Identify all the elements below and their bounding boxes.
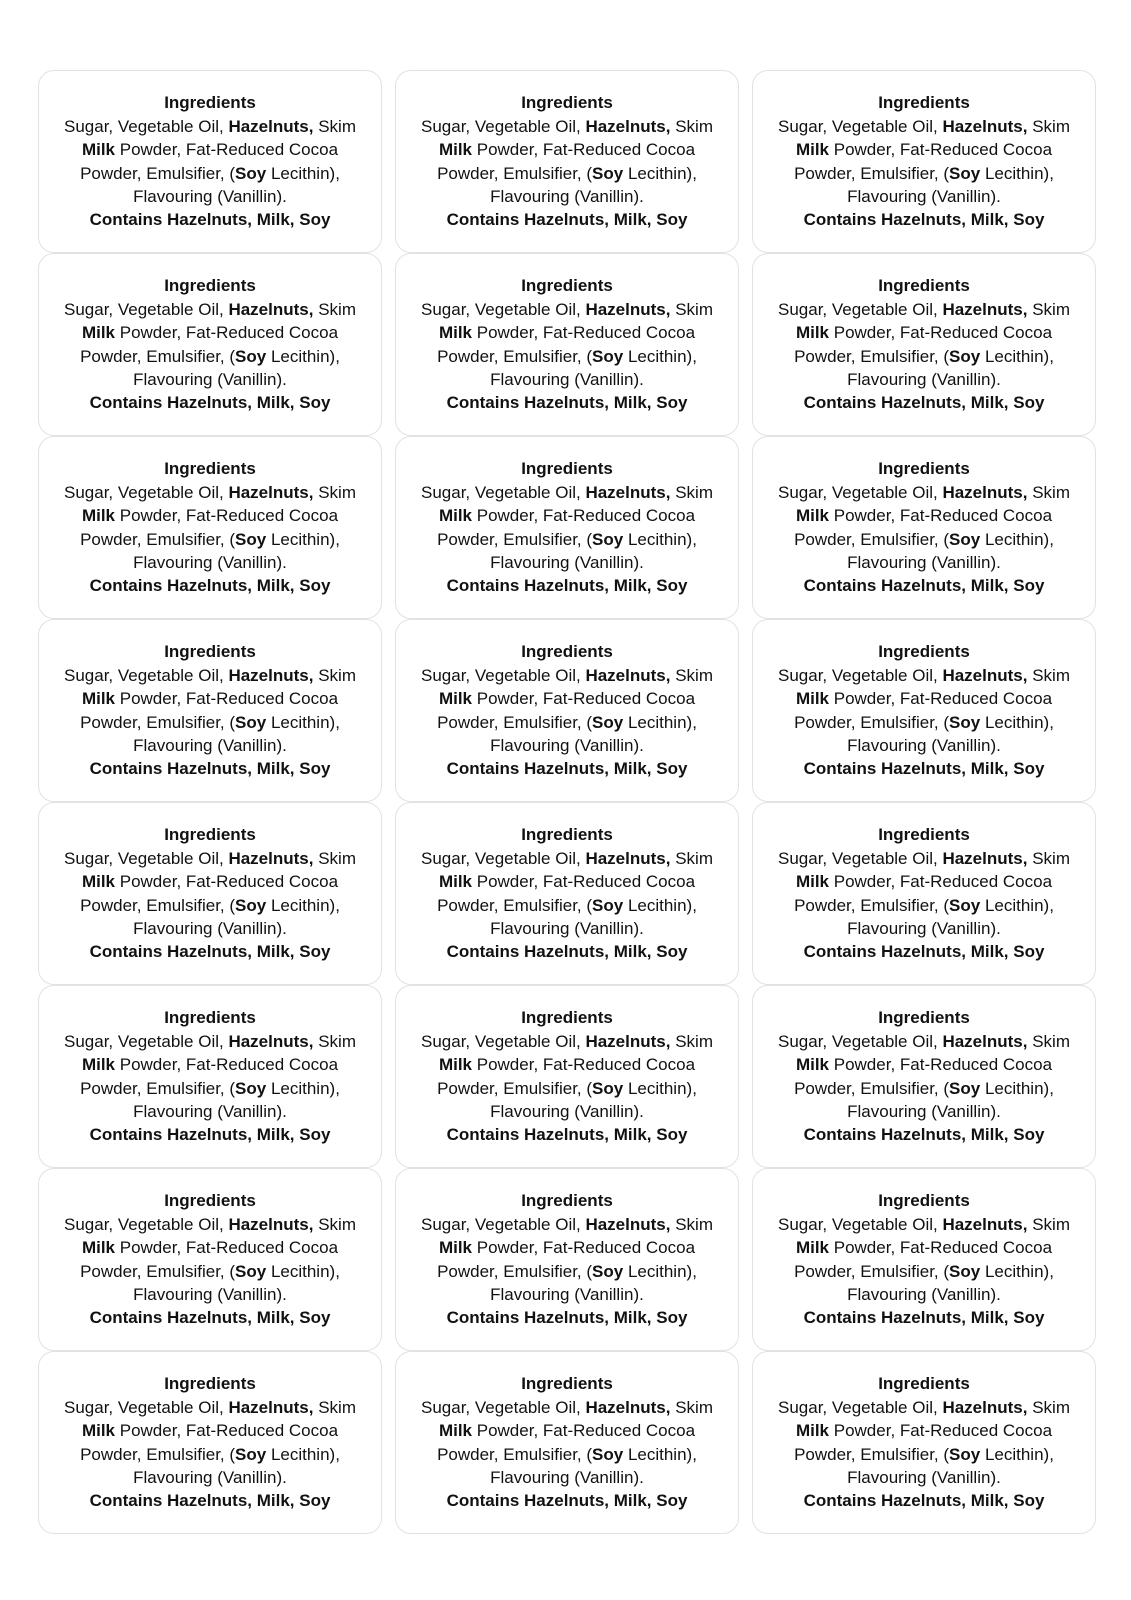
ingredient-text: Lecithin), Flavouring (Vanillin).	[490, 1078, 697, 1121]
allergen-milk: Milk	[795, 689, 830, 709]
allergen-soy: Soy	[592, 1261, 624, 1281]
allergen-milk: Milk	[438, 1055, 473, 1075]
ingredient-label	[752, 1168, 1096, 1351]
ingredient-label	[752, 802, 1096, 985]
label-title: Ingredients	[164, 1191, 256, 1211]
ingredient-text: Lecithin), Flavouring (Vanillin).	[490, 1261, 697, 1304]
allergen-soy: Soy	[235, 529, 267, 549]
allergen-hazelnuts: Hazelnuts,	[942, 1031, 1028, 1051]
label-sheet	[38, 70, 1096, 1534]
allergen-soy: Soy	[592, 1444, 624, 1464]
allergen-hazelnuts: Hazelnuts,	[228, 665, 314, 685]
allergen-milk: Milk	[438, 140, 473, 160]
ingredient-list	[774, 664, 1074, 758]
ingredient-label	[38, 436, 382, 619]
allergen-milk: Milk	[438, 323, 473, 343]
label-title: Ingredients	[164, 276, 256, 296]
ingredient-text: Skim	[313, 1214, 356, 1234]
ingredient-text: Powder, Fat-Reduced Cocoa Powder, Emulsifier, (	[80, 1238, 339, 1281]
ingredient-label	[395, 1351, 739, 1534]
allergen-soy: Soy	[949, 895, 981, 915]
ingredient-text: Lecithin), Flavouring (Vanillin).	[133, 529, 340, 572]
allergen-milk: Milk	[795, 1055, 830, 1075]
ingredient-text: Skim	[1027, 1031, 1070, 1051]
ingredient-list	[774, 298, 1074, 392]
label-title: Ingredients	[521, 459, 613, 479]
label-title: Ingredients	[521, 1374, 613, 1394]
ingredient-text: Powder, Fat-Reduced Cocoa Powder, Emulsifier, (	[437, 323, 696, 366]
allergen-statement: Contains Hazelnuts, Milk, Soy	[446, 576, 688, 596]
allergen-statement: Contains Hazelnuts, Milk, Soy	[446, 1125, 688, 1145]
ingredient-list	[417, 1213, 717, 1307]
ingredient-text: Lecithin), Flavouring (Vanillin).	[133, 346, 340, 389]
ingredient-text: Sugar, Vegetable Oil,	[64, 848, 229, 868]
allergen-milk: Milk	[795, 140, 830, 160]
ingredient-list	[60, 115, 360, 209]
ingredient-text: Sugar, Vegetable Oil,	[778, 848, 943, 868]
ingredient-text: Sugar, Vegetable Oil,	[778, 665, 943, 685]
allergen-milk: Milk	[795, 506, 830, 526]
ingredient-text: Skim	[313, 299, 356, 319]
allergen-milk: Milk	[795, 323, 830, 343]
ingredient-list	[417, 298, 717, 392]
ingredient-text: Lecithin), Flavouring (Vanillin).	[847, 163, 1054, 206]
ingredient-text: Lecithin), Flavouring (Vanillin).	[133, 712, 340, 755]
ingredient-list	[60, 847, 360, 941]
ingredient-text: Powder, Fat-Reduced Cocoa Powder, Emulsifier, (	[794, 1421, 1053, 1464]
ingredient-text: Lecithin), Flavouring (Vanillin).	[490, 712, 697, 755]
ingredient-label	[38, 619, 382, 802]
ingredient-text: Powder, Fat-Reduced Cocoa Powder, Emulsifier, (	[437, 689, 696, 732]
allergen-milk: Milk	[81, 1238, 116, 1258]
allergen-soy: Soy	[949, 1444, 981, 1464]
allergen-hazelnuts: Hazelnuts,	[228, 299, 314, 319]
ingredient-text: Lecithin), Flavouring (Vanillin).	[490, 346, 697, 389]
ingredient-text: Sugar, Vegetable Oil,	[64, 1031, 229, 1051]
allergen-soy: Soy	[592, 529, 624, 549]
ingredient-text: Skim	[313, 482, 356, 502]
allergen-statement: Contains Hazelnuts, Milk, Soy	[446, 210, 688, 230]
allergen-hazelnuts: Hazelnuts,	[942, 299, 1028, 319]
ingredient-text: Skim	[670, 1214, 713, 1234]
ingredient-text: Lecithin), Flavouring (Vanillin).	[847, 346, 1054, 389]
ingredient-list	[60, 1030, 360, 1124]
ingredient-text: Skim	[1027, 482, 1070, 502]
ingredient-list	[417, 847, 717, 941]
label-title: Ingredients	[878, 459, 970, 479]
label-title: Ingredients	[878, 1374, 970, 1394]
allergen-soy: Soy	[949, 163, 981, 183]
ingredient-text: Powder, Fat-Reduced Cocoa Powder, Emulsifier, (	[80, 506, 339, 549]
allergen-soy: Soy	[949, 1261, 981, 1281]
allergen-soy: Soy	[949, 1078, 981, 1098]
ingredient-label	[752, 70, 1096, 253]
ingredient-text: Sugar, Vegetable Oil,	[778, 1397, 943, 1417]
allergen-hazelnuts: Hazelnuts,	[585, 482, 671, 502]
ingredient-text: Lecithin), Flavouring (Vanillin).	[847, 712, 1054, 755]
ingredient-text: Sugar, Vegetable Oil,	[778, 299, 943, 319]
ingredient-text: Sugar, Vegetable Oil,	[778, 1031, 943, 1051]
label-title: Ingredients	[878, 1008, 970, 1028]
allergen-hazelnuts: Hazelnuts,	[228, 116, 314, 136]
ingredient-text: Skim	[1027, 665, 1070, 685]
allergen-soy: Soy	[949, 346, 981, 366]
ingredient-text: Powder, Fat-Reduced Cocoa Powder, Emulsifier, (	[80, 872, 339, 915]
ingredient-text: Skim	[313, 665, 356, 685]
ingredient-label	[395, 802, 739, 985]
allergen-soy: Soy	[949, 712, 981, 732]
ingredient-text: Lecithin), Flavouring (Vanillin).	[847, 1261, 1054, 1304]
ingredient-label	[752, 436, 1096, 619]
ingredient-text: Skim	[313, 116, 356, 136]
ingredient-label	[752, 619, 1096, 802]
ingredient-list	[774, 1396, 1074, 1490]
ingredient-text: Sugar, Vegetable Oil,	[421, 1214, 586, 1234]
allergen-milk: Milk	[81, 1421, 116, 1441]
allergen-soy: Soy	[592, 712, 624, 732]
label-title: Ingredients	[521, 642, 613, 662]
ingredient-text: Powder, Fat-Reduced Cocoa Powder, Emulsifier, (	[437, 1421, 696, 1464]
ingredient-text: Powder, Fat-Reduced Cocoa Powder, Emulsifier, (	[437, 140, 696, 183]
ingredient-text: Sugar, Vegetable Oil,	[64, 299, 229, 319]
ingredient-list	[774, 1030, 1074, 1124]
allergen-milk: Milk	[438, 1421, 473, 1441]
ingredient-label	[395, 436, 739, 619]
ingredient-label	[38, 985, 382, 1168]
ingredient-list	[774, 481, 1074, 575]
allergen-statement: Contains Hazelnuts, Milk, Soy	[803, 1491, 1045, 1511]
label-title: Ingredients	[878, 825, 970, 845]
ingredient-text: Powder, Fat-Reduced Cocoa Powder, Emulsifier, (	[794, 1055, 1053, 1098]
allergen-statement: Contains Hazelnuts, Milk, Soy	[89, 576, 331, 596]
label-title: Ingredients	[521, 1008, 613, 1028]
allergen-hazelnuts: Hazelnuts,	[585, 299, 671, 319]
allergen-hazelnuts: Hazelnuts,	[228, 482, 314, 502]
allergen-soy: Soy	[235, 895, 267, 915]
ingredient-text: Sugar, Vegetable Oil,	[64, 482, 229, 502]
allergen-statement: Contains Hazelnuts, Milk, Soy	[803, 393, 1045, 413]
ingredient-text: Lecithin), Flavouring (Vanillin).	[133, 1444, 340, 1487]
allergen-milk: Milk	[795, 1238, 830, 1258]
ingredient-label	[38, 70, 382, 253]
allergen-milk: Milk	[81, 140, 116, 160]
ingredient-text: Sugar, Vegetable Oil,	[64, 116, 229, 136]
ingredient-text: Sugar, Vegetable Oil,	[778, 1214, 943, 1234]
allergen-hazelnuts: Hazelnuts,	[585, 1397, 671, 1417]
label-title: Ingredients	[878, 1191, 970, 1211]
ingredient-text: Sugar, Vegetable Oil,	[421, 116, 586, 136]
allergen-statement: Contains Hazelnuts, Milk, Soy	[446, 942, 688, 962]
ingredient-text: Powder, Fat-Reduced Cocoa Powder, Emulsifier, (	[80, 689, 339, 732]
ingredient-text: Powder, Fat-Reduced Cocoa Powder, Emulsifier, (	[437, 1055, 696, 1098]
ingredient-text: Lecithin), Flavouring (Vanillin).	[847, 1078, 1054, 1121]
ingredient-text: Lecithin), Flavouring (Vanillin).	[847, 1444, 1054, 1487]
allergen-soy: Soy	[592, 346, 624, 366]
allergen-milk: Milk	[81, 1055, 116, 1075]
ingredient-text: Powder, Fat-Reduced Cocoa Powder, Emulsifier, (	[437, 506, 696, 549]
allergen-soy: Soy	[592, 895, 624, 915]
ingredient-list	[60, 1396, 360, 1490]
ingredient-text: Skim	[313, 1031, 356, 1051]
ingredient-list	[417, 664, 717, 758]
ingredient-text: Sugar, Vegetable Oil,	[64, 665, 229, 685]
ingredient-text: Skim	[670, 299, 713, 319]
ingredient-text: Powder, Fat-Reduced Cocoa Powder, Emulsifier, (	[794, 872, 1053, 915]
allergen-statement: Contains Hazelnuts, Milk, Soy	[803, 1125, 1045, 1145]
ingredient-text: Lecithin), Flavouring (Vanillin).	[133, 163, 340, 206]
ingredient-text: Powder, Fat-Reduced Cocoa Powder, Emulsifier, (	[794, 1238, 1053, 1281]
ingredient-text: Powder, Fat-Reduced Cocoa Powder, Emulsifier, (	[794, 506, 1053, 549]
ingredient-list	[774, 1213, 1074, 1307]
allergen-hazelnuts: Hazelnuts,	[585, 116, 671, 136]
allergen-soy: Soy	[235, 712, 267, 732]
allergen-hazelnuts: Hazelnuts,	[228, 1031, 314, 1051]
ingredient-text: Powder, Fat-Reduced Cocoa Powder, Emulsifier, (	[794, 140, 1053, 183]
ingredient-text: Sugar, Vegetable Oil,	[64, 1397, 229, 1417]
ingredient-list	[60, 1213, 360, 1307]
allergen-milk: Milk	[81, 506, 116, 526]
allergen-hazelnuts: Hazelnuts,	[228, 1214, 314, 1234]
ingredient-text: Powder, Fat-Reduced Cocoa Powder, Emulsifier, (	[437, 872, 696, 915]
ingredient-text: Lecithin), Flavouring (Vanillin).	[490, 1444, 697, 1487]
ingredient-list	[774, 847, 1074, 941]
ingredient-text: Skim	[670, 1031, 713, 1051]
ingredient-text: Skim	[670, 848, 713, 868]
ingredient-label	[395, 619, 739, 802]
ingredient-text: Skim	[1027, 299, 1070, 319]
allergen-statement: Contains Hazelnuts, Milk, Soy	[89, 942, 331, 962]
label-title: Ingredients	[164, 1374, 256, 1394]
allergen-milk: Milk	[81, 689, 116, 709]
allergen-statement: Contains Hazelnuts, Milk, Soy	[446, 1308, 688, 1328]
ingredient-list	[60, 298, 360, 392]
ingredient-label	[38, 802, 382, 985]
ingredient-label	[395, 70, 739, 253]
allergen-milk: Milk	[795, 872, 830, 892]
ingredient-text: Skim	[313, 848, 356, 868]
ingredient-label	[38, 253, 382, 436]
allergen-soy: Soy	[235, 1261, 267, 1281]
allergen-milk: Milk	[81, 323, 116, 343]
allergen-hazelnuts: Hazelnuts,	[228, 1397, 314, 1417]
ingredient-list	[417, 1396, 717, 1490]
ingredient-label	[752, 253, 1096, 436]
ingredient-text: Powder, Fat-Reduced Cocoa Powder, Emulsifier, (	[80, 323, 339, 366]
ingredient-label	[395, 985, 739, 1168]
ingredient-label	[38, 1168, 382, 1351]
ingredient-text: Lecithin), Flavouring (Vanillin).	[847, 895, 1054, 938]
allergen-soy: Soy	[592, 1078, 624, 1098]
ingredient-text: Skim	[670, 482, 713, 502]
allergen-statement: Contains Hazelnuts, Milk, Soy	[803, 759, 1045, 779]
ingredient-text: Sugar, Vegetable Oil,	[421, 482, 586, 502]
ingredient-label	[395, 1168, 739, 1351]
label-title: Ingredients	[878, 93, 970, 113]
allergen-milk: Milk	[438, 872, 473, 892]
ingredient-text: Skim	[1027, 848, 1070, 868]
ingredient-list	[60, 664, 360, 758]
allergen-hazelnuts: Hazelnuts,	[585, 848, 671, 868]
allergen-statement: Contains Hazelnuts, Milk, Soy	[803, 576, 1045, 596]
ingredient-list	[417, 1030, 717, 1124]
ingredient-text: Sugar, Vegetable Oil,	[421, 665, 586, 685]
allergen-hazelnuts: Hazelnuts,	[228, 848, 314, 868]
ingredient-list	[417, 481, 717, 575]
ingredient-text: Powder, Fat-Reduced Cocoa Powder, Emulsifier, (	[80, 1055, 339, 1098]
ingredient-text: Sugar, Vegetable Oil,	[421, 1031, 586, 1051]
label-title: Ingredients	[164, 459, 256, 479]
allergen-statement: Contains Hazelnuts, Milk, Soy	[803, 210, 1045, 230]
allergen-hazelnuts: Hazelnuts,	[942, 848, 1028, 868]
label-title: Ingredients	[521, 1191, 613, 1211]
ingredient-text: Powder, Fat-Reduced Cocoa Powder, Emulsifier, (	[437, 1238, 696, 1281]
allergen-statement: Contains Hazelnuts, Milk, Soy	[89, 1491, 331, 1511]
ingredient-text: Skim	[1027, 1397, 1070, 1417]
ingredient-text: Sugar, Vegetable Oil,	[64, 1214, 229, 1234]
label-title: Ingredients	[164, 825, 256, 845]
allergen-statement: Contains Hazelnuts, Milk, Soy	[446, 393, 688, 413]
label-title: Ingredients	[164, 1008, 256, 1028]
allergen-hazelnuts: Hazelnuts,	[942, 665, 1028, 685]
ingredient-list	[774, 115, 1074, 209]
allergen-milk: Milk	[795, 1421, 830, 1441]
ingredient-text: Lecithin), Flavouring (Vanillin).	[490, 529, 697, 572]
label-title: Ingredients	[878, 276, 970, 296]
allergen-milk: Milk	[438, 689, 473, 709]
allergen-hazelnuts: Hazelnuts,	[942, 1397, 1028, 1417]
ingredient-text: Sugar, Vegetable Oil,	[421, 848, 586, 868]
ingredient-text: Lecithin), Flavouring (Vanillin).	[133, 895, 340, 938]
ingredient-text: Powder, Fat-Reduced Cocoa Powder, Emulsifier, (	[80, 140, 339, 183]
ingredient-label	[395, 253, 739, 436]
allergen-milk: Milk	[81, 872, 116, 892]
allergen-soy: Soy	[592, 163, 624, 183]
ingredient-text: Powder, Fat-Reduced Cocoa Powder, Emulsifier, (	[80, 1421, 339, 1464]
allergen-hazelnuts: Hazelnuts,	[585, 1214, 671, 1234]
ingredient-text: Lecithin), Flavouring (Vanillin).	[133, 1078, 340, 1121]
allergen-statement: Contains Hazelnuts, Milk, Soy	[446, 1491, 688, 1511]
allergen-statement: Contains Hazelnuts, Milk, Soy	[89, 1125, 331, 1145]
label-title: Ingredients	[521, 825, 613, 845]
label-title: Ingredients	[521, 93, 613, 113]
ingredient-text: Skim	[313, 1397, 356, 1417]
ingredient-text: Skim	[670, 1397, 713, 1417]
ingredient-text: Powder, Fat-Reduced Cocoa Powder, Emulsifier, (	[794, 323, 1053, 366]
ingredient-label	[38, 1351, 382, 1534]
allergen-hazelnuts: Hazelnuts,	[942, 116, 1028, 136]
ingredient-text: Sugar, Vegetable Oil,	[421, 299, 586, 319]
ingredient-text: Skim	[670, 665, 713, 685]
allergen-soy: Soy	[235, 1444, 267, 1464]
allergen-statement: Contains Hazelnuts, Milk, Soy	[89, 759, 331, 779]
label-title: Ingredients	[521, 276, 613, 296]
allergen-hazelnuts: Hazelnuts,	[585, 665, 671, 685]
ingredient-text: Lecithin), Flavouring (Vanillin).	[490, 895, 697, 938]
ingredient-label	[752, 985, 1096, 1168]
ingredient-list	[60, 481, 360, 575]
allergen-statement: Contains Hazelnuts, Milk, Soy	[89, 1308, 331, 1328]
ingredient-label	[752, 1351, 1096, 1534]
ingredient-text: Sugar, Vegetable Oil,	[778, 116, 943, 136]
ingredient-text: Lecithin), Flavouring (Vanillin).	[847, 529, 1054, 572]
ingredient-text: Sugar, Vegetable Oil,	[421, 1397, 586, 1417]
label-title: Ingredients	[164, 93, 256, 113]
allergen-soy: Soy	[235, 163, 267, 183]
allergen-statement: Contains Hazelnuts, Milk, Soy	[89, 210, 331, 230]
allergen-hazelnuts: Hazelnuts,	[942, 1214, 1028, 1234]
label-title: Ingredients	[164, 642, 256, 662]
ingredient-text: Lecithin), Flavouring (Vanillin).	[133, 1261, 340, 1304]
allergen-statement: Contains Hazelnuts, Milk, Soy	[89, 393, 331, 413]
ingredient-text: Lecithin), Flavouring (Vanillin).	[490, 163, 697, 206]
allergen-milk: Milk	[438, 1238, 473, 1258]
allergen-soy: Soy	[235, 346, 267, 366]
allergen-milk: Milk	[438, 506, 473, 526]
ingredient-text: Skim	[1027, 116, 1070, 136]
allergen-soy: Soy	[949, 529, 981, 549]
ingredient-list	[417, 115, 717, 209]
allergen-statement: Contains Hazelnuts, Milk, Soy	[803, 942, 1045, 962]
allergen-statement: Contains Hazelnuts, Milk, Soy	[446, 759, 688, 779]
allergen-hazelnuts: Hazelnuts,	[942, 482, 1028, 502]
ingredient-text: Powder, Fat-Reduced Cocoa Powder, Emulsifier, (	[794, 689, 1053, 732]
ingredient-text: Skim	[670, 116, 713, 136]
ingredient-text: Skim	[1027, 1214, 1070, 1234]
allergen-statement: Contains Hazelnuts, Milk, Soy	[803, 1308, 1045, 1328]
allergen-soy: Soy	[235, 1078, 267, 1098]
label-title: Ingredients	[878, 642, 970, 662]
allergen-hazelnuts: Hazelnuts,	[585, 1031, 671, 1051]
ingredient-text: Sugar, Vegetable Oil,	[778, 482, 943, 502]
